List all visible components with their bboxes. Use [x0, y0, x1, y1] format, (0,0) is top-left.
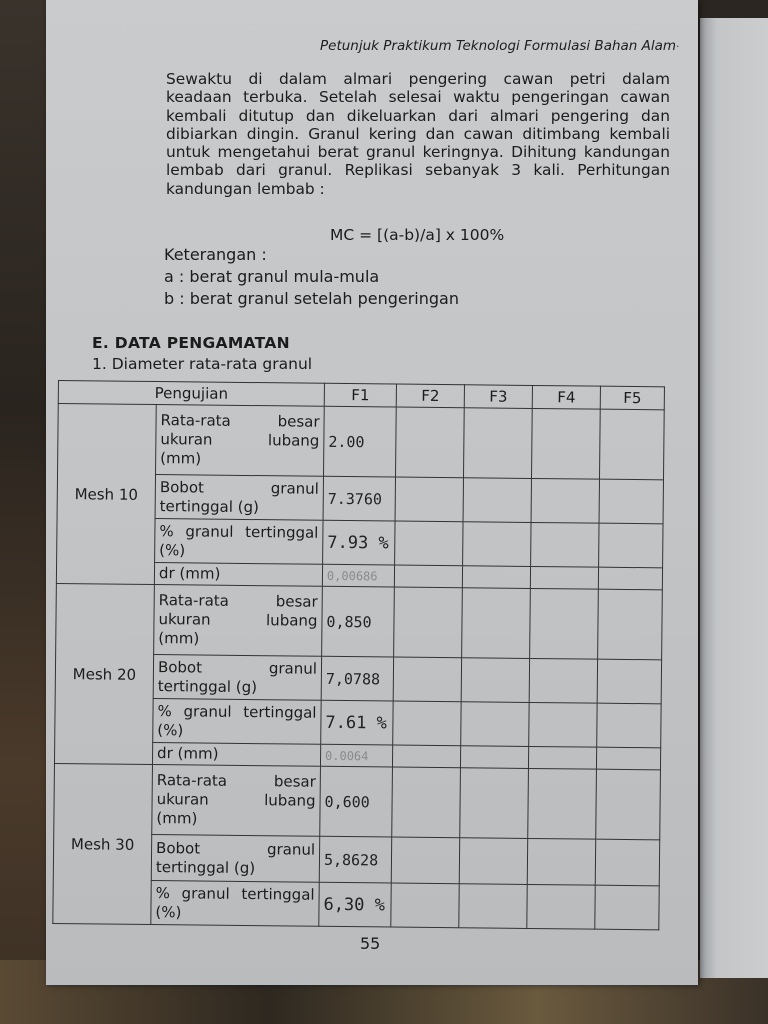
value-f1: 6,30 % — [319, 882, 391, 927]
section-subheading: 1. Diameter rata-rata granul — [92, 355, 313, 373]
param-line: (mm) — [160, 449, 202, 468]
value-f5 — [595, 839, 659, 886]
mesh-label: Mesh 20 — [54, 583, 154, 764]
value-f5 — [599, 523, 663, 568]
page-number: 55 — [360, 934, 381, 953]
value-f1: 2.00 — [324, 406, 397, 477]
value-f5 — [597, 703, 661, 748]
header-f1: F1 — [324, 383, 396, 407]
value-f3 — [463, 522, 531, 567]
table-row — [58, 404, 665, 480]
value-f4 — [527, 884, 595, 929]
param-line: Rata-rata besar — [160, 411, 320, 431]
value-f3 — [461, 702, 529, 747]
value-f4 — [527, 838, 595, 885]
value-f4 — [531, 522, 599, 567]
param-line: tertinggal (g) — [159, 496, 260, 516]
value-f1: 0,850 — [322, 586, 395, 657]
value-f1: 7,0788 — [321, 656, 393, 701]
paragraph-line: Sewaktu di dalam almari pengering cawan petri dalam — [166, 70, 670, 88]
param-line: Bobot granul — [159, 477, 319, 498]
param-line: dr (mm) — [157, 744, 219, 763]
value-f2 — [391, 837, 459, 884]
value-f4 — [531, 408, 600, 479]
param-line: (%) — [155, 902, 182, 921]
param-line: ukuran lubang — [158, 610, 318, 630]
value-f5 — [599, 409, 664, 480]
header-dot: · — [676, 40, 680, 53]
section-heading: E. DATA PENGAMATAN — [92, 334, 290, 352]
paragraph-line: dibiarkan dingin. Granul kering dan cawan ditimbang kembali — [166, 124, 670, 143]
value-f5 — [596, 747, 660, 770]
param-line: Bobot granul — [156, 838, 316, 859]
param-line: Rata-rata besar — [158, 591, 318, 611]
paragraph-line: untuk mengetahui berat granul keringnya. Dihitung kandungan — [166, 143, 670, 162]
value-f2 — [395, 477, 463, 522]
value-f2 — [392, 745, 460, 768]
header-f3: F3 — [464, 385, 532, 409]
value-f3 — [459, 838, 527, 885]
value-f3 — [463, 478, 531, 523]
param-cell — [153, 699, 321, 745]
value-f1: 0.0064 — [320, 744, 392, 767]
param-line: (%) — [157, 720, 184, 739]
moisture-formula: MC = [(a-b)/a] x 100% — [330, 226, 505, 244]
value-f3 — [463, 408, 532, 479]
value-f5 — [597, 659, 661, 704]
value-f5 — [598, 567, 662, 590]
param-line: ukuran lubang — [160, 430, 320, 450]
mesh-label: Mesh 30 — [53, 763, 153, 924]
value-f5 — [595, 885, 659, 930]
param-line: Rata-rata besar — [156, 771, 316, 791]
value-f1: 7.93 % — [323, 520, 395, 565]
header-f2: F2 — [396, 384, 464, 408]
param-cell — [154, 563, 322, 587]
param-cell — [155, 475, 323, 521]
paragraph-line: kembali ditutup dan dikeluarkan dari almari pengering dan — [166, 106, 670, 125]
running-header: Petunjuk Praktikum Teknologi Formulasi Bahan Alam — [320, 38, 677, 54]
legend-item-b: b : berat granul setelah pengeringan — [164, 289, 459, 308]
value-f2 — [393, 701, 461, 746]
value-f4 — [528, 746, 596, 769]
param-line: (%) — [159, 540, 186, 559]
value-f2 — [393, 657, 461, 702]
param-line: Bobot granul — [157, 657, 318, 678]
table-row — [54, 763, 661, 839]
param-cell — [155, 519, 323, 565]
paragraph-line: kandungan lembab : — [166, 179, 325, 198]
param-cell — [152, 765, 321, 837]
legend-block — [164, 244, 459, 310]
param-cell — [153, 655, 321, 701]
value-f1: 5,8628 — [319, 836, 391, 883]
legend-title: Keterangan : — [164, 245, 267, 264]
value-f2 — [394, 565, 462, 588]
paragraph-line: lembab dari granul. Replikasi sebanyak 3 kali. Perhitungan — [166, 161, 670, 180]
header-f5: F5 — [600, 386, 664, 410]
value-f3 — [462, 588, 531, 659]
value-f3 — [460, 768, 529, 839]
param-cell — [151, 835, 319, 883]
header-f4: F4 — [532, 385, 600, 409]
observation-table-wrapper — [52, 380, 665, 930]
adjacent-page — [700, 18, 768, 978]
value-f4 — [531, 478, 599, 523]
body-paragraph — [166, 70, 670, 198]
value-f5 — [599, 479, 663, 524]
value-f1: 7.61 % — [321, 700, 393, 745]
param-line: (mm) — [156, 809, 198, 828]
value-f3 — [460, 746, 528, 769]
value-f2 — [395, 521, 463, 566]
value-f3 — [462, 566, 530, 589]
value-f3 — [461, 658, 529, 703]
param-line: ukuran lubang — [156, 790, 316, 810]
param-line: tertinggal (g) — [155, 857, 256, 877]
value-f1: 0,600 — [320, 766, 393, 837]
param-line: % granul tertinggal — [157, 701, 317, 722]
param-cell — [156, 405, 325, 477]
param-cell — [151, 881, 319, 927]
param-line: tertinggal (g) — [157, 676, 258, 696]
value-f3 — [459, 884, 527, 929]
value-f5 — [596, 769, 661, 840]
value-f1: 7.3760 — [323, 476, 395, 521]
table-row — [56, 583, 663, 659]
param-cell — [154, 585, 323, 657]
value-f2 — [392, 767, 461, 838]
param-cell — [152, 743, 320, 767]
observation-table — [52, 380, 665, 930]
value-f2 — [394, 587, 463, 658]
legend-item-a: a : berat granul mula-mula — [164, 267, 380, 286]
value-f4 — [529, 658, 597, 703]
header-pengujian: Pengujian — [58, 381, 324, 407]
value-f4 — [530, 566, 598, 589]
mesh-label: Mesh 10 — [56, 404, 156, 585]
value-f2 — [391, 883, 459, 928]
param-line: % granul tertinggal — [159, 521, 319, 542]
value-f4 — [529, 702, 597, 747]
value-f4 — [528, 768, 597, 839]
param-line: (mm) — [158, 629, 200, 648]
value-f4 — [530, 588, 599, 659]
value-f2 — [396, 407, 465, 478]
value-f1: 0,00686 — [322, 564, 394, 587]
value-f5 — [598, 589, 663, 660]
paragraph-line: keadaan terbuka. Setelah selesai waktu pengeringan cawan — [166, 88, 670, 107]
param-line: % granul tertinggal — [155, 883, 315, 904]
param-line: dr (mm) — [158, 564, 221, 583]
